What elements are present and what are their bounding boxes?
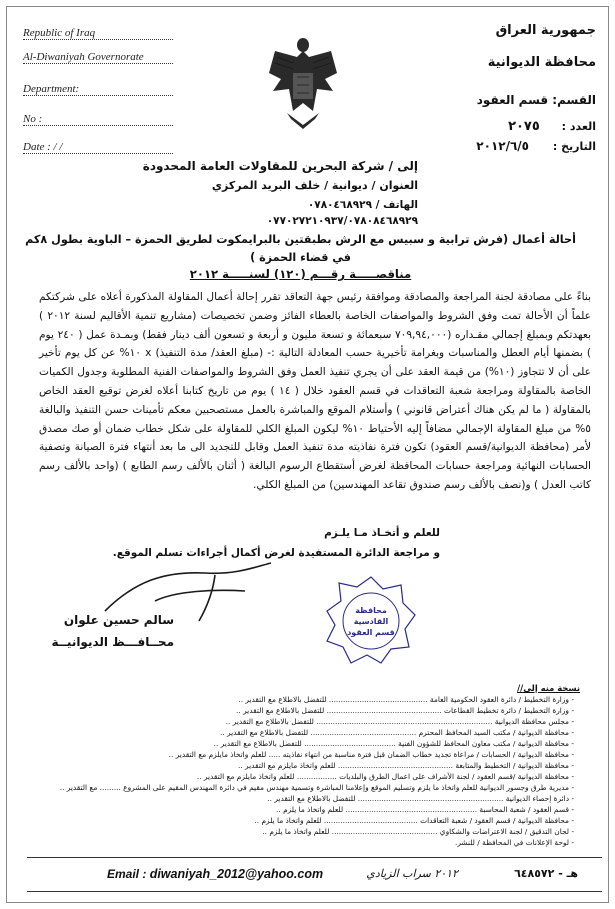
footer-email: Email : diwaniyah_2012@yahoo.com <box>107 867 324 881</box>
ar-country: جمهورية العراق <box>495 23 596 38</box>
cc-item: - محافظة الديوانية / التخطيط والمتابعة ................................................. للعلم واتخاذ مايلزم مع التقدير .. <box>237 761 574 770</box>
tender-number: مناقصـــــة رقـــم (١٢٠) لسنـــــة ٢٠١٢ <box>189 267 412 281</box>
stamp-text: محافظة القادسية قسم العقود <box>347 606 395 637</box>
signatory-name: سالم حسين علوان <box>63 613 174 627</box>
signatory-title: محــافـــظ الديوانيــة <box>51 635 174 649</box>
ar-department: القسم: قسم العقود <box>476 93 596 107</box>
body-paragraph: بناءً على مصادقة لجنة المراجعة والمصادقة وموافقة رئيس جهة التعاقد تقرر إحالة أعمال المقاولة المذكورة أعلاه على شركتكم علماً أن الأحالة تمت وفق الشروط والمواصفات الخاصة بالعطاء الفائز وضمن تخصيصات (مشاريع تنمية الأقاليم لسنة ٢٠١٢ ) بعهدتكم وبمبلغ إجمالي مقـداره (٧٠٩,٩٤,٠٠٠ سبعمائة و تسعة مليون و أربعة و تسعون ألف دينار فقط) وبمـدة عمل ( ٢٤٠ يوم ) بضمنها أيام العطل والمناسبات وبغرامة تأخيرية حسب المعادلة التالية :- (مبلغ العقد/ مدة التنفيذ) x ١٠% عن كل يوم تأخير على أن لا تتجاوز (١٠%) من قيمة العقد على أن يجري تنفيذ العمل وفق الشروط والمواصفات الفنية المطلوبة وجدول الكميات الخاصة بالمقاولة ومراجعة شعبة التعاقدات في قسم العقود خلال ( ١٤ ) يوم من تاريخ كتابنا أعلاه لغرض توقيع العقد الخاص بالمقاولة ( ما لم يكن هناك أعتراض قانوني ) وأستلام الموقع والمباشرة بالعمل مستصحبين معكم تأمينات حسن التنفيذ والبالغة ٥% من مبلغ المقاولة الإجمالي مضافاً إليه الأحتياط ١٠% ليكون المبلغ الكلي للمقاولة على شكل خطاب ضمان أو صك مصدق لأمر (محافظة الديوانية/قسم العقود) تكون فترة نفاذيته مدة تنفيذ العمل وقابل للتجديد الى ما بعد أنتهاء فترة الصيانة وتصفية الحسابات النهائية ومراجعة حسابات المحافظة لغرض أستقطاع الرسوم البالغة ( أثنان بالألف رسم الطابع ) (واحد بالألف رسم كاتب العدل ) و(نصف بالألف رسم صندوق تقاعد المهندسين) من المبلغ الكلي. <box>39 291 592 491</box>
cc-heading: نسخة منه إلى// <box>517 683 580 693</box>
cc-item: - لوحة الإعلانات في المحافظة / للنشر. <box>454 838 574 847</box>
addressee-to: إلى / شركة البحرين للمقاولات العامة المحدودة <box>142 159 418 173</box>
footer-rule-bottom <box>27 891 602 892</box>
official-stamp <box>325 575 417 667</box>
cc-item: - محافظة الديوانية / الحسابات / مراعاة تجديد خطاب الضمان قبل فترة مناسبة من انتهاء نفاذيته ..... للعلم واتخاذ مايلزم مع التقدير .. <box>168 750 574 759</box>
cc-item: - مجلس محافظة الديوانية ........................................................................... للتفضل بالاطلاع مع التقدير .. <box>225 717 574 726</box>
closing-line-1: للعلم و أتخـاذ مـا يلـزم <box>324 527 440 539</box>
footer-phone: هـ - ٦٤٨٥٧٢ <box>514 867 578 880</box>
cc-item: - وزارة التخطيط / دائرة العقود الحكومية العامة .......................................... للتفضل بالاطلاع مع التقدير .. <box>238 695 574 704</box>
en-department: Department: <box>23 83 183 96</box>
letter-page <box>6 6 609 903</box>
footer-rule <box>27 857 602 858</box>
cc-item: - دائرة إحصاء الديوانية .............................................................. للتفضل بالاطلاع مع التقدير .. <box>267 794 574 803</box>
ar-date: التاريخ : ٢٠١٢/٦/٥ <box>476 139 596 153</box>
en-date: Date : / / <box>23 141 183 154</box>
addressee-phone-2: ٠٧٧٠٢٧٢١٠٩٣٧/٠٧٨٠٨٤٦٨٩٢٩ <box>266 215 418 227</box>
subject-line-2: في قضاء الحمزة ) <box>250 251 351 264</box>
en-country: Republic of Iraq <box>23 27 183 40</box>
addressee-address: العنوان / ديوانية / خلف البريد المركزي <box>211 179 418 192</box>
cc-item: - محافظة الديوانية / مكتب معاون المحافظ للشؤون الفنية ....................................... للتفضل بالاطلاع مع التقدير .. <box>213 739 574 748</box>
cc-item: - محافظة الديوانية /قسم العقود / لجنة الأشراف على اعمال الطرق والبلديات ................. للعلم واتخاذ مايلزم مع التقدير .. <box>196 772 574 781</box>
footer-note: ٢٠١٢ سراب الزيادي <box>366 867 458 880</box>
en-governorate: Al-Diwaniyah Governorate <box>23 51 183 64</box>
cc-item: - محافظة الديوانية / قسم العقود / شعبة التعاقدات ........................................ للعلم واتخاذ ما يلزم .. <box>254 816 574 825</box>
addressee-phone: الهاتف / ٠٧٨٠٤٦٨٩٢٩ <box>307 199 418 211</box>
iraq-eagle-emblem-icon <box>267 33 339 133</box>
cc-item: - وزارة التخطيط / دائرة تخطيط القطاعات ................................................. للتفضل بالاطلاع مع التقدير .. <box>236 706 574 715</box>
ar-governorate: محافظة الديوانية <box>487 55 596 70</box>
cc-item: - محافظة الديوانية / مكتب السيد المحافظ المحترم ............................................. للتفضل بالاطلاع مع التقدير .. <box>219 728 574 737</box>
subject-line-1: أحالة أعمال (فرش ترابية و سبيس مع الرش بطبقتين بالبرايمكوت لطريق الحمزة – الباوية بطول ٨كم <box>25 233 576 246</box>
en-number: No : <box>23 113 183 126</box>
cc-item: - قسم العقود / شعبة المحاسبة ........................................................ للعلم واتخاذ ما يلزم .. <box>276 805 574 814</box>
ar-number: العدد : ٢٠٧٥ <box>508 119 596 134</box>
closing-line-2: و مراجعة الدائرة المستفيدة لغرض أكمال أجراءات تسلم الموقع. <box>112 547 440 559</box>
cc-item: - مديرية طرق وجسور الديوانية للعلم واتخاذ ما يلزم وتسليم الموقع وإعلامنا المباشرة وتسمية مهندس مقيم في دائرة المهندس المقيم على المشروع ......... مع التقدير .. <box>59 783 574 792</box>
cc-item: - لجان التدقيق / لجنة الاعتراضات والشكاوي ............................................. للعلم واتخاذ ما يلزم .. <box>262 827 574 836</box>
